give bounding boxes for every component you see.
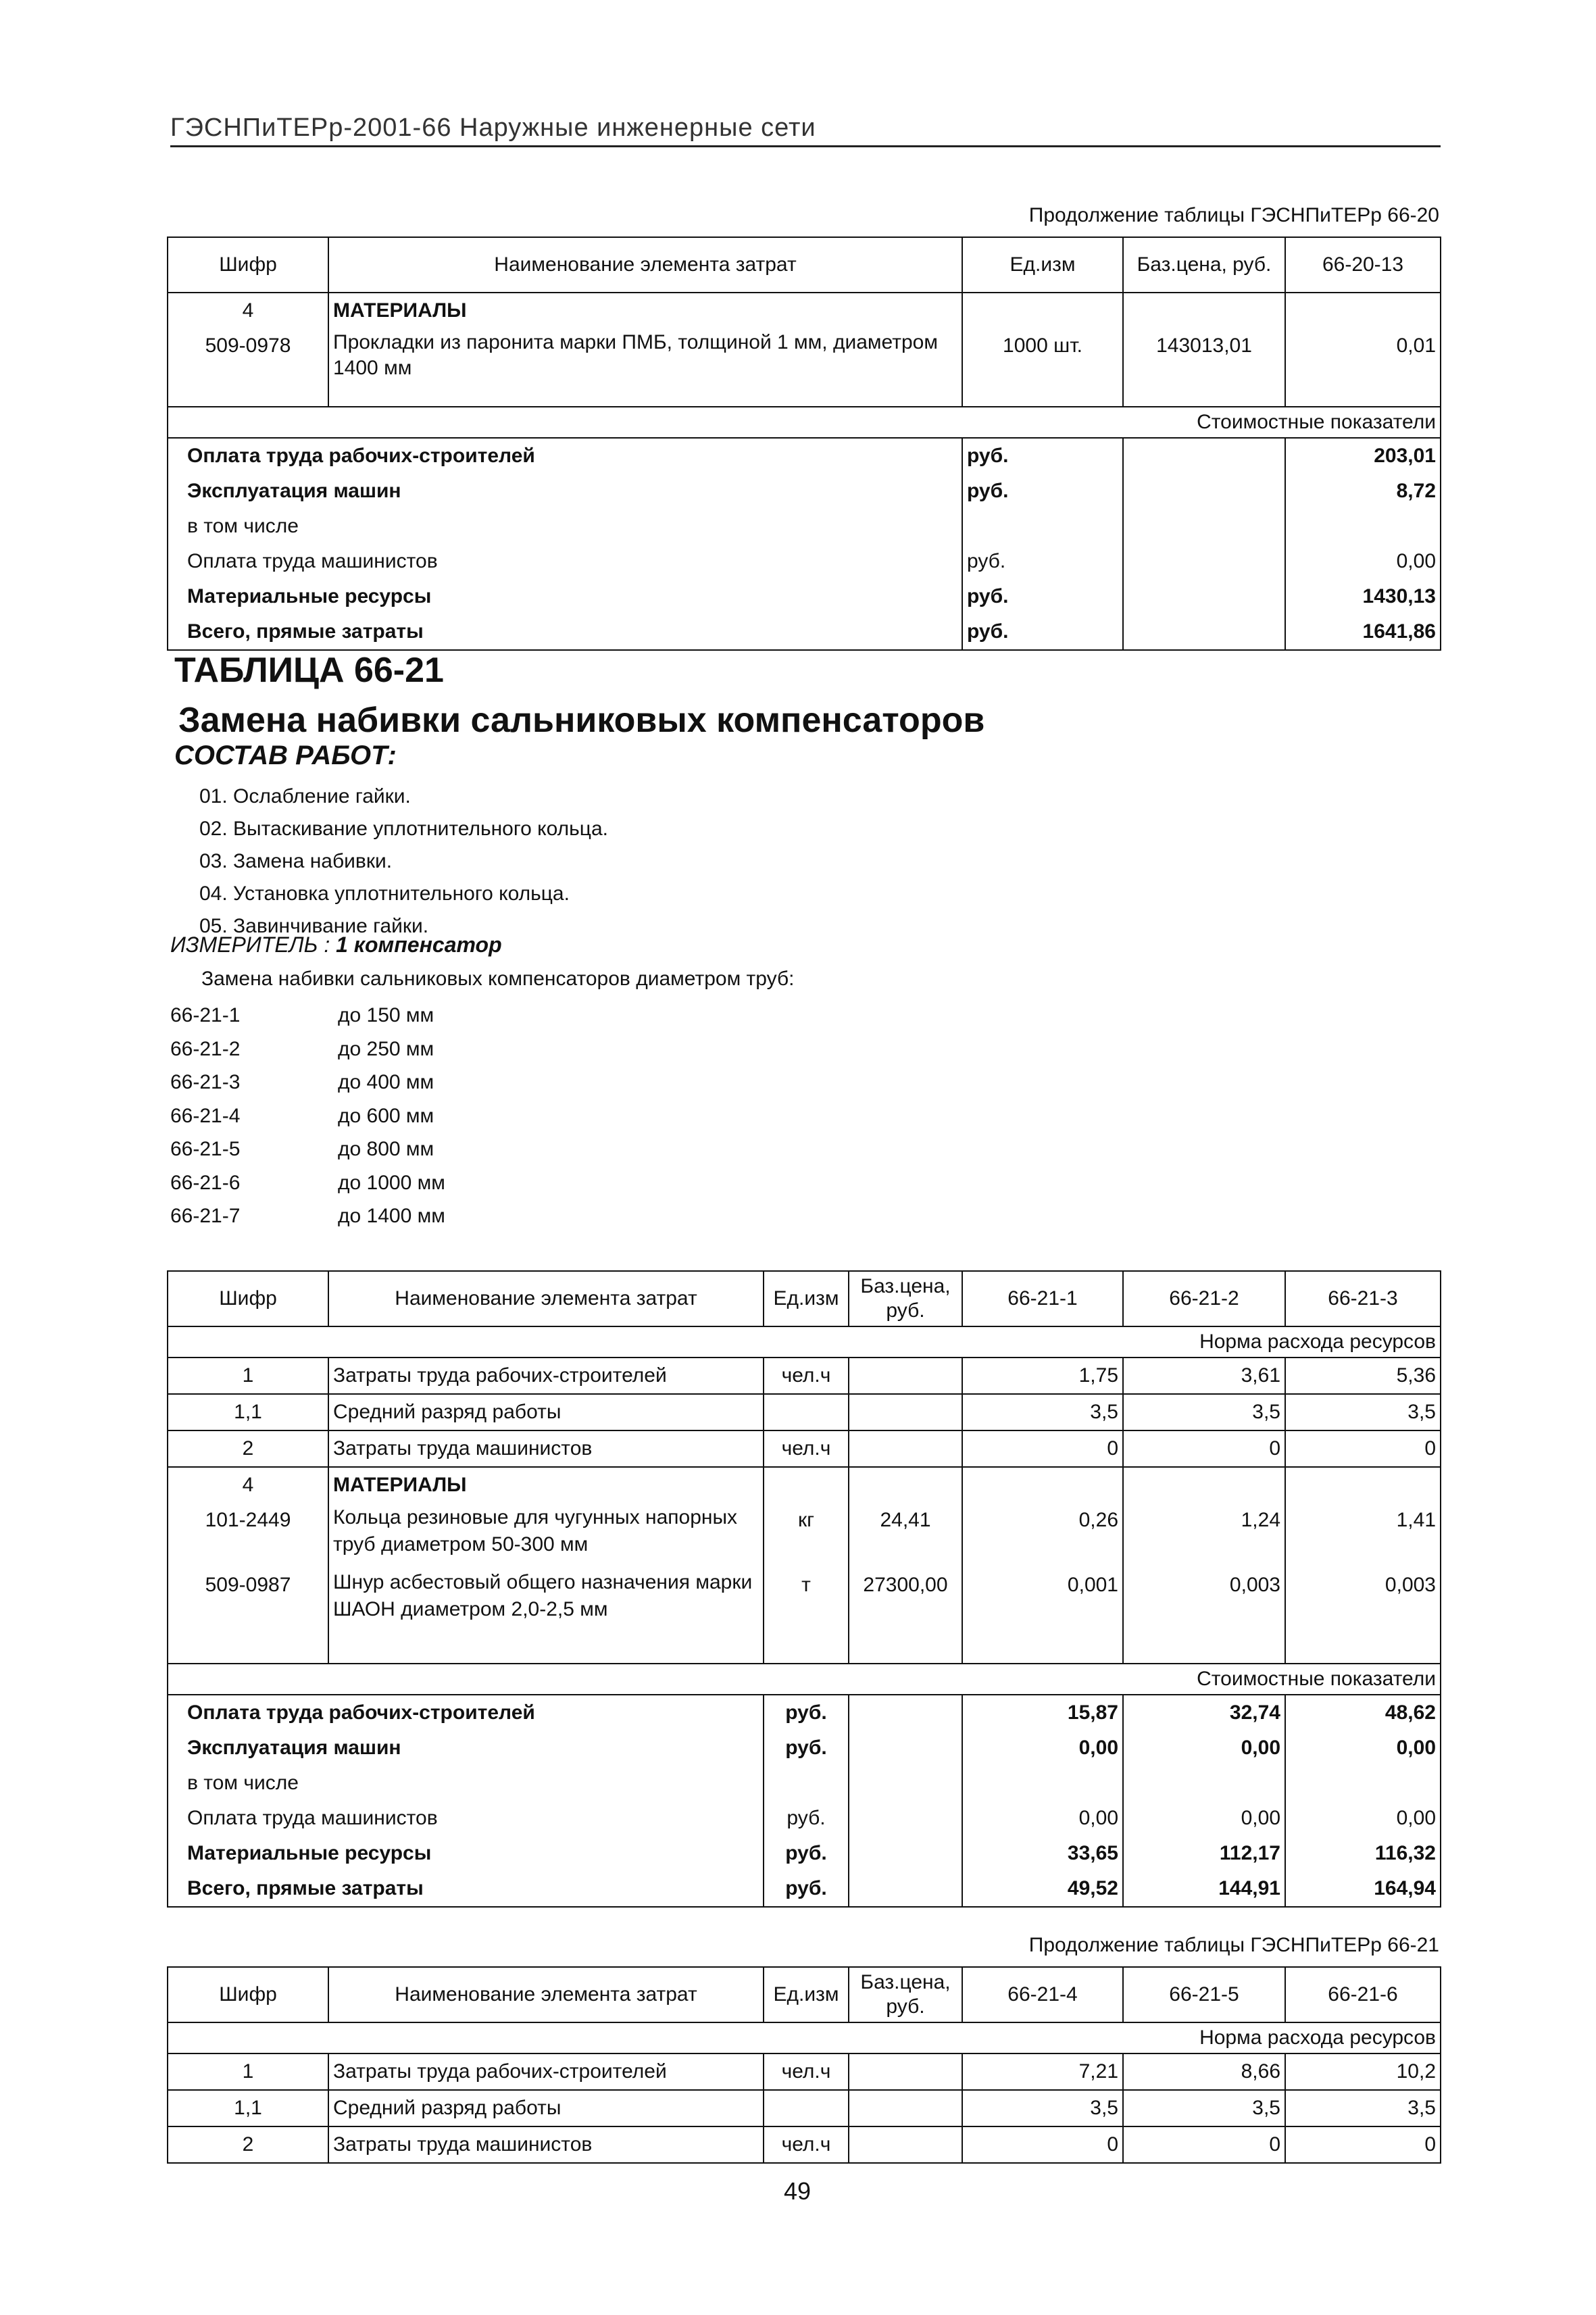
table-row: 101-2449 Кольца резиновые для чугунных напорных труб диаметром 50-300 мм кг 24,41 0,26 1,24 1,41 (168, 1503, 1441, 1568)
header-cell: 66-21-4 (962, 1967, 1123, 2022)
table-row: 1,1 Средний разряд работы 3,5 3,5 3,5 (168, 1394, 1441, 1430)
material-value: 0,01 (1285, 328, 1441, 407)
cost-value: 203,01 (1285, 438, 1441, 474)
table-66-21-continuation (167, 1966, 1441, 2164)
table-row: 2 Затраты труда машинистов чел.ч 0 0 0 (168, 2126, 1441, 2163)
band-label: Норма расхода ресурсов (168, 1326, 1441, 1358)
cost-label: Оплата труда машинистов (168, 1801, 764, 1836)
cost-label: Оплата труда рабочих-строителей (168, 438, 962, 474)
table-caption: Продолжение таблицы ГЭСНПиТЕРр 66-20 (1028, 204, 1439, 226)
header-cell: Наименование элемента затрат (328, 237, 962, 293)
work-step: 04. Установка уплотнительного кольца. (199, 882, 570, 905)
cost-label: Материальные ресурсы (168, 1836, 764, 1871)
band-label: Стоимостные показатели (168, 407, 1441, 438)
cost-label: Всего, прямые затраты (168, 614, 962, 650)
table-row: 1 Затраты труда рабочих-строителей чел.ч 1,75 3,61 5,36 (168, 1358, 1441, 1394)
table-66-20-continuation (167, 237, 1441, 651)
variants-list (170, 999, 445, 1233)
cost-unit: руб. (962, 474, 1123, 509)
band-label: Стоимостные показатели (168, 1664, 1441, 1695)
cost-unit: руб. (962, 544, 1123, 579)
cost-value: 1430,13 (1285, 579, 1441, 614)
cost-label: в том числе (168, 509, 962, 544)
material-unit: 1000 шт. (962, 328, 1123, 407)
section-title: МАТЕРИАЛЫ (328, 293, 962, 328)
header-cell: 66-21-5 (1123, 1967, 1285, 2022)
table-row: 509-0987 Шнур асбестовый общего назначения марки ШАОН диаметром 2,0-2,5 мм т 27300,00 0,001 0,003 0,003 (168, 1568, 1441, 1664)
cost-value: 0,00 (1285, 544, 1441, 579)
variant-item: 66-21-5 до 800 мм (170, 1138, 434, 1160)
header-cell: Баз.цена, руб. (1123, 237, 1285, 293)
header-cell: 66-21-1 (962, 1271, 1123, 1326)
variant-item: 66-21-7 до 1400 мм (170, 1205, 445, 1227)
table-row: 2 Затраты труда машинистов чел.ч 0 0 0 (168, 1430, 1441, 1467)
header-cell: Ед.изм (764, 1967, 849, 2022)
header-cell: Баз.цена, руб. (849, 1271, 962, 1326)
measure-line (170, 932, 502, 957)
work-step: 03. Замена набивки. (199, 850, 393, 872)
section-title: МАТЕРИАЛЫ (328, 1467, 764, 1503)
header-cell: Шифр (168, 1271, 328, 1326)
cost-label: Эксплуатация машин (168, 474, 962, 509)
running-header: ГЭСНПиТЕРр-2001-66 Наружные инженерные сети (170, 114, 1441, 147)
cost-value: 1641,86 (1285, 614, 1441, 650)
section-number: 4 (168, 293, 328, 328)
cost-label: Оплата труда машинистов (168, 544, 962, 579)
table-66-21: Шифр Наименование элемента затрат Ед.изм Баз.цена, руб. 66-21-1 66-21-2 66-21-3 Норма расхода ресурсов 1 Затраты труда рабочих-строителей чел.ч 1,75 3,61 5,36 1,1 Средний разряд работы 3,5 3,5 3,5 2 Затраты труда машинистов чел.ч 0 0 0 4 МАТЕРИАЛЫ 101-2449 Кольца резиновые для чугунных напорных труб диаметром 50-300 мм кг 24,41 0,26 1,24 1,41 509-0987 Шнур асбестовый общего назначения марки ШАОН диаметром 2,0-2,5 мм т 27300,00 0,001 0,003 0,003 Стоимостные показатели Оплата труда рабочих-строителей руб. 15,87 32,74 48,62 Эксплуатация машин руб. 0,00 0,00 0,00 в том числе Оплата труда машинистов руб. 0,00 0,00 0,00 Материальные ресурсы руб. 33,65 112,17 116,32 Всего, прямые затраты руб. 49,52 144,91 164,94 (167, 1270, 1441, 1908)
cost-label: Оплата труда рабочих-строителей (168, 1695, 764, 1731)
cost-unit: руб. (962, 438, 1123, 474)
header-cell: Наименование элемента затрат (328, 1271, 764, 1326)
material-code: 509-0978 (168, 328, 328, 407)
header-cell: 66-21-6 (1285, 1967, 1441, 2022)
header-cell: Шифр (168, 237, 328, 293)
table-row: 1 Затраты труда рабочих-строителей чел.ч 7,21 8,66 10,2 (168, 2053, 1441, 2090)
table-caption: Продолжение таблицы ГЭСНПиТЕРр 66-21 (1028, 1934, 1439, 1956)
cost-unit: руб. (962, 614, 1123, 650)
cost-label: Материальные ресурсы (168, 579, 962, 614)
material-price: 143013,01 (1123, 328, 1285, 407)
table-subtitle: Замена набивки сальниковых компенсаторов (178, 701, 985, 740)
cost-unit: руб. (962, 579, 1123, 614)
variant-item: 66-21-6 до 1000 мм (170, 1171, 445, 1194)
work-step: 05. Завинчивание гайки. (199, 915, 429, 937)
work-step: 01. Ослабление гайки. (199, 785, 411, 807)
section-number: 4 (168, 1467, 328, 1503)
variant-item: 66-21-4 до 600 мм (170, 1104, 434, 1127)
table-row: 1,1 Средний разряд работы 3,5 3,5 3,5 (168, 2090, 1441, 2126)
header-cell: Ед.изм (962, 237, 1123, 293)
variant-item: 66-21-3 до 400 мм (170, 1071, 434, 1093)
header-cell: 66-20-13 (1285, 237, 1441, 293)
measure-value: 1 компенсатор (336, 932, 502, 957)
material-name: Прокладки из паронита марки ПМБ, толщиной 1 мм, диаметром 1400 мм (328, 328, 962, 407)
header-cell: 66-21-3 (1285, 1271, 1441, 1326)
sostav-heading: СОСТАВ РАБОТ: (174, 741, 397, 770)
header-cell: Баз.цена, руб. (849, 1967, 962, 2022)
header-cell: Наименование элемента затрат (328, 1967, 764, 2022)
cost-label: Эксплуатация машин (168, 1731, 764, 1766)
table-title: ТАБЛИЦА 66-21 (174, 651, 444, 690)
measure-label: ИЗМЕРИТЕЛЬ : (170, 932, 330, 957)
variant-item: 66-21-1 до 150 мм (170, 1004, 434, 1026)
variants-description: Замена набивки сальниковых компенсаторов диаметром труб: (201, 968, 795, 990)
header-cell: Ед.изм (764, 1271, 849, 1326)
work-steps (199, 780, 608, 943)
cost-label: Всего, прямые затраты (168, 1871, 764, 1907)
cost-label: в том числе (168, 1766, 764, 1801)
page-number: 49 (783, 2177, 812, 2205)
header-cell: 66-21-2 (1123, 1271, 1285, 1326)
header-cell: Шифр (168, 1967, 328, 2022)
cost-value: 8,72 (1285, 474, 1441, 509)
work-step: 02. Вытаскивание уплотнительного кольца. (199, 818, 608, 840)
band-label: Норма расхода ресурсов (168, 2022, 1441, 2053)
variant-item: 66-21-2 до 250 мм (170, 1037, 434, 1060)
